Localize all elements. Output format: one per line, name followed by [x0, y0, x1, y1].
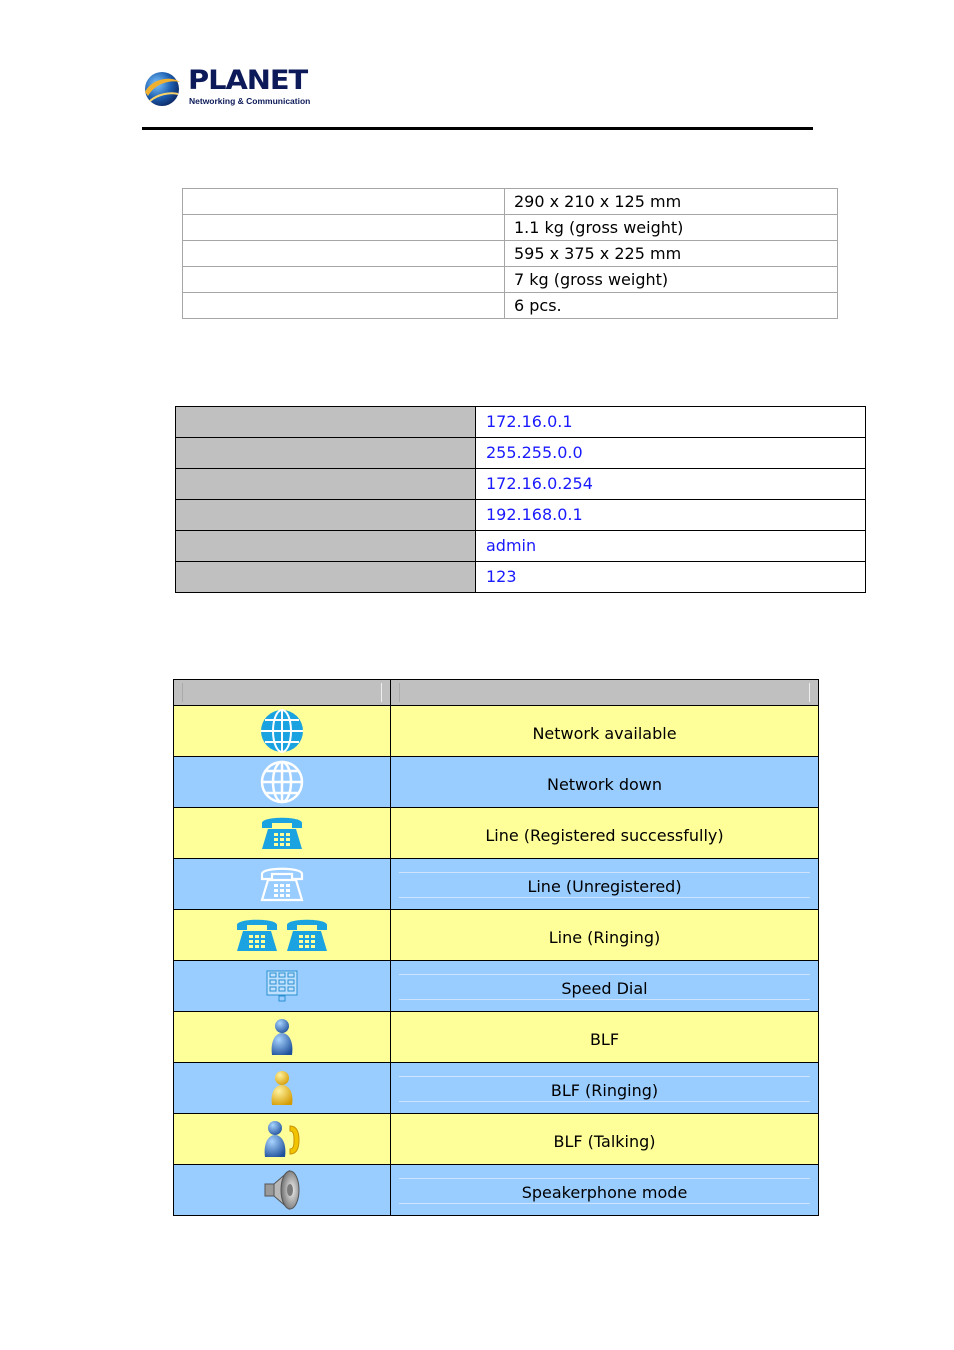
brand-tagline: Networking & Communication [189, 96, 311, 106]
icon-description: Line (Registered successfully) [485, 825, 724, 845]
table-row [183, 267, 838, 293]
speaker-icon [263, 1168, 301, 1212]
icon-description: Line (Unregistered) [527, 876, 682, 896]
person-blue-icon [270, 1018, 294, 1056]
specifications-table [182, 188, 838, 319]
table-row [174, 1114, 819, 1165]
setting-value: 172.16.0.254 [476, 469, 866, 500]
header-divider [142, 127, 813, 130]
table-row [183, 215, 838, 241]
setting-label [176, 531, 476, 562]
description-cell [391, 1063, 819, 1114]
setting-value: 255.255.0.0 [476, 438, 866, 469]
icon-cell [174, 1165, 391, 1216]
icon-cell [174, 961, 391, 1012]
setting-label [176, 562, 476, 593]
description-cell [391, 1165, 819, 1216]
table-row [174, 961, 819, 1012]
table-row [174, 1063, 819, 1114]
icon-legend-table [173, 679, 819, 1216]
icon-description: Network down [546, 774, 663, 794]
icon-cell [174, 1114, 391, 1165]
icon-description: Line (Ringing) [548, 927, 661, 947]
default-settings-table [175, 406, 866, 593]
spec-value: 595 x 375 x 225 mm [505, 241, 838, 267]
table-row [176, 562, 866, 593]
table-row [183, 293, 838, 319]
spec-label [183, 241, 505, 267]
setting-value: 123 [476, 562, 866, 593]
icon-description: BLF [589, 1029, 620, 1049]
icon-cell [174, 757, 391, 808]
keypad-icon [265, 969, 299, 1003]
table-row [176, 438, 866, 469]
person-yellow-icon [270, 1070, 294, 1106]
table-row [174, 910, 819, 961]
description-cell [391, 910, 819, 961]
icon-cell [174, 1063, 391, 1114]
table-row [174, 706, 819, 757]
planet-logo [142, 65, 311, 109]
setting-label [176, 407, 476, 438]
globe-outline-icon [259, 759, 305, 805]
spec-value: 290 x 210 x 125 mm [505, 189, 838, 215]
table-row [176, 500, 866, 531]
table-row [174, 1012, 819, 1063]
brand-wordmark: PLANET [188, 65, 308, 96]
icon-cell [174, 808, 391, 859]
spec-label [183, 215, 505, 241]
spec-label [183, 267, 505, 293]
telephone-icon [259, 813, 305, 853]
table-row [174, 808, 819, 859]
spec-value: 7 kg (gross weight) [505, 267, 838, 293]
planet-globe-icon [142, 68, 182, 108]
description-cell [391, 859, 819, 910]
description-cell [391, 706, 819, 757]
table-row [174, 859, 819, 910]
icon-description: Network available [532, 723, 677, 743]
person-talking-icon [263, 1120, 301, 1158]
spec-label [183, 189, 505, 215]
setting-value: 192.168.0.1 [476, 500, 866, 531]
table-row [176, 407, 866, 438]
table-row [183, 241, 838, 267]
description-cell [391, 808, 819, 859]
table-row [183, 189, 838, 215]
telephone-outline-icon [259, 864, 305, 904]
table-row [174, 1165, 819, 1216]
icon-cell [174, 910, 391, 961]
globe-icon [259, 708, 305, 754]
table-row [174, 757, 819, 808]
icon-description: Speakerphone mode [521, 1182, 688, 1202]
description-cell [391, 1114, 819, 1165]
table-row [176, 469, 866, 500]
setting-value: admin [476, 531, 866, 562]
icon-cell [174, 706, 391, 757]
icon-description: Speed Dial [561, 978, 648, 998]
icon-description: BLF (Talking) [553, 1131, 656, 1151]
spec-value: 1.1 kg (gross weight) [505, 215, 838, 241]
setting-label [176, 438, 476, 469]
header-cell-description [391, 680, 819, 706]
icon-description: BLF (Ringing) [550, 1080, 659, 1100]
description-cell [391, 961, 819, 1012]
table-header-row [174, 680, 819, 706]
icon-cell [174, 1012, 391, 1063]
icon-cell [174, 859, 391, 910]
spec-value: 6 pcs. [505, 293, 838, 319]
header-cell-icon [174, 680, 391, 706]
two-telephones-icon [235, 916, 329, 954]
setting-label [176, 469, 476, 500]
description-cell [391, 757, 819, 808]
setting-value: 172.16.0.1 [476, 407, 866, 438]
setting-label [176, 500, 476, 531]
spec-label [183, 293, 505, 319]
table-row [176, 531, 866, 562]
description-cell [391, 1012, 819, 1063]
